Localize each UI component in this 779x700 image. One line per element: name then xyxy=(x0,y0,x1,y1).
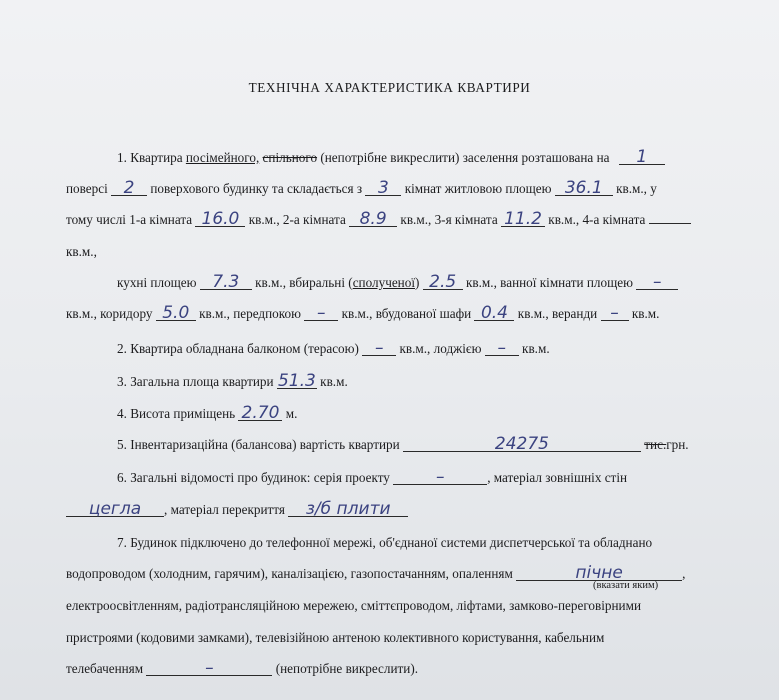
p1-text-b: (непотрібне викреслити) заселення розташована на xyxy=(317,150,610,165)
p6-text-b: , матеріал зовнішніх стін xyxy=(487,470,628,485)
ceiling-height-value: 2.70 xyxy=(238,406,282,421)
p1-text-q: кв.м., передпокою xyxy=(199,306,301,321)
p4-text-b: м. xyxy=(285,406,298,421)
p1-text-n: ) xyxy=(415,275,420,290)
p7-text-a: 7. Будинок підключено до телефонної мережі, об'єднаної системи диспетчерської та обладнано xyxy=(117,535,653,550)
p7-line3 xyxy=(66,598,714,614)
p1-text-f: кв.м., у xyxy=(616,181,657,196)
balcony-area-value: – xyxy=(362,341,396,356)
living-area-value: 36.1 xyxy=(555,181,613,196)
room1-area-value: 16.0 xyxy=(195,212,245,227)
veranda-area-value: – xyxy=(601,306,629,321)
p3-text-a: 3. Загальна площа квартири xyxy=(117,374,274,389)
p1-text-a: 1. Квартира xyxy=(117,150,186,165)
document-title: ТЕХНІЧНА ХАРАКТЕРИСТИКА КВАРТИРИ xyxy=(248,80,531,95)
floors-total-value: 2 xyxy=(111,181,147,196)
p1-text-h: кв.м., 2-а кімната xyxy=(248,212,346,227)
p4-line xyxy=(117,403,298,423)
p7-line1 xyxy=(117,535,652,551)
p6-line1 xyxy=(117,467,628,487)
toilet-area-value: 2.5 xyxy=(423,275,463,290)
p3-text-b: кв.м. xyxy=(320,374,348,389)
p6-text-a: 6. Загальні відомості про будинок: серія проекту xyxy=(117,470,390,485)
p2-text-a: 2. Квартира обладнана балконом (терасою) xyxy=(117,341,359,356)
loggia-area-value: – xyxy=(485,341,519,356)
p7-line4 xyxy=(66,630,604,646)
p1-line4 xyxy=(66,244,97,260)
bathroom-area-value: – xyxy=(636,275,678,290)
balance-value: 24275 xyxy=(403,437,641,452)
p6-line2 xyxy=(66,499,408,519)
total-area-value: 51.3 xyxy=(277,371,316,391)
rooms-count-value: 3 xyxy=(365,181,401,196)
p1-line5 xyxy=(117,272,678,292)
p1-text-c: поверсі xyxy=(66,181,108,196)
p5-text-c: грн. xyxy=(666,437,689,452)
p5-line xyxy=(117,434,689,454)
thousands-struck: тис. xyxy=(644,437,667,452)
room2-area-value: 8.9 xyxy=(349,212,397,227)
p1-text-j: кв.м., 4-а кімната xyxy=(548,212,646,227)
p1-text-l: кухні площею xyxy=(117,275,197,290)
p2-text-b: кв.м., лоджією xyxy=(399,341,482,356)
p1-text-o: кв.м., ванної кімнати площею xyxy=(466,275,633,290)
p1-option-shared: спільного xyxy=(262,150,318,165)
p6-text-c: , матеріал перекриття xyxy=(164,502,285,517)
floor-value: 1 xyxy=(619,150,665,165)
project-series-value: – xyxy=(393,470,487,485)
heating-hint: (вказати яким) xyxy=(593,580,659,591)
p7-line2: водопроводом (холодним, гарячим), каналізацією, газопостачанням, опаленням пічне , xyxy=(66,563,686,583)
room3-area-value: 11.2 xyxy=(501,212,545,227)
p5-text-a: 5. Інвентаризаційна (балансова) вартість квартири xyxy=(117,437,400,452)
p1-text-i: кв.м., 3-я кімната xyxy=(400,212,498,227)
p1-line2 xyxy=(66,178,657,198)
floor-material-value: з/б плити xyxy=(288,502,408,517)
p1-text-g: тому числі 1-а кімната xyxy=(66,212,193,227)
p7-text-f: (непотрібне викреслити). xyxy=(275,661,419,676)
p7-line5 xyxy=(66,658,419,678)
wardrobe-area-value: 0.4 xyxy=(474,306,514,321)
room4-area-blank xyxy=(649,213,691,224)
cable-tv-value: – xyxy=(146,661,272,676)
heating-type-value: пічне xyxy=(516,566,682,581)
toilet-combined-option: сполученої xyxy=(352,275,415,290)
p1-text-p: кв.м., коридору xyxy=(66,306,153,321)
p2-text-c: кв.м. xyxy=(522,341,550,356)
p3-line xyxy=(117,371,348,391)
p1-line6 xyxy=(66,303,660,323)
p1-text-t: кв.м. xyxy=(631,306,660,321)
p4-text-a: 4. Висота приміщень xyxy=(117,406,236,421)
p1-line1 xyxy=(117,147,665,167)
p1-line3 xyxy=(66,209,691,229)
p7-text-d: пристроями (кодовими замками), телевізійною антеною колективного користування, кабельним xyxy=(66,630,605,645)
p2-line xyxy=(117,338,550,358)
kitchen-area-value: 7.3 xyxy=(200,275,252,290)
wall-material-value: цегла xyxy=(66,502,164,517)
p1-text-m: кв.м., вбиральні ( xyxy=(255,275,353,290)
p1-text-k: кв.м., xyxy=(66,244,97,259)
corridor-area-value: 5.0 xyxy=(156,306,196,321)
p1-option-family: посімейного, xyxy=(185,150,260,165)
hall-area-value: – xyxy=(304,306,338,321)
p7-text-b: водопроводом (холодним, гарячим), каналізацією, газопостачанням, опаленням xyxy=(66,566,513,581)
p1-text-e: кімнат житловою площею xyxy=(404,181,552,196)
p7-text-e: телебаченням xyxy=(66,661,144,676)
p1-text-r: кв.м., вбудованої шафи xyxy=(341,306,472,321)
p1-text-s: кв.м., веранди xyxy=(517,306,598,321)
p1-text-d: поверхового будинку та складається з xyxy=(150,181,363,196)
p7-text-c: електроосвітленням, радіотрансляційною мережею, сміттєпроводом, ліфтами, замково-переговірними xyxy=(66,598,642,613)
